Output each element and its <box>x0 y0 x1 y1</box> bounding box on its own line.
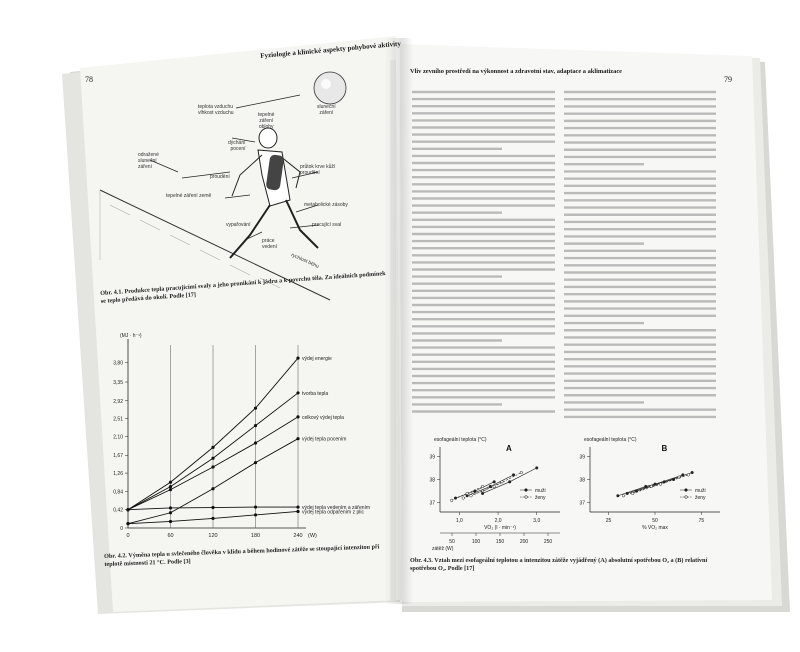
y-tick-label: 3,80 <box>113 360 123 367</box>
label-convection: proudění <box>210 174 230 180</box>
y-tick-label: 38 <box>579 477 585 484</box>
series-label: výdej energie <box>302 356 332 363</box>
label-wind-speed: rychlost běhu <box>290 252 320 270</box>
data-point <box>691 471 694 474</box>
y-tick-label: 0,42 <box>113 507 123 514</box>
running-head-right: Vliv zevního prostředí na výkonnost a zdravotní stav, adaptace a aklimatizace <box>410 68 623 75</box>
y-tick-label: 37 <box>429 500 435 507</box>
y-axis-label: (MJ · h⁻¹) <box>120 333 142 339</box>
x-tick-label: 50 <box>652 518 658 524</box>
legend-label: ženy <box>695 495 706 501</box>
y-tick-label: 39 <box>579 454 585 461</box>
data-point <box>644 485 647 488</box>
label-working-muscle: pracující sval <box>312 222 342 228</box>
label-muscle-work: práce vedení <box>262 238 278 250</box>
data-point <box>617 494 620 497</box>
series-label: výdej tepla vedením a zářením <box>302 505 371 512</box>
x-axis-label: VO₂ (l · min⁻¹) <box>484 525 516 531</box>
legend-label: ženy <box>535 495 546 501</box>
x-axis-label: (W) <box>308 533 317 539</box>
x-tick-label: 60 <box>167 533 174 539</box>
x2-tick-label: 100 <box>471 539 481 545</box>
x2-tick-label: 150 <box>495 539 505 545</box>
y-tick-label: 39 <box>429 454 435 461</box>
y-axis-label: esofageální teplota (°C) <box>434 437 487 443</box>
running-head-left: Fyziologie a klinické aspekty pohybové aktivity <box>260 39 402 60</box>
figure-4-1-caption: Obr. 4.1. Produkce tepla pracujícími svaly a jeho pronikání k jádru a k povrchu těla. Za ideálních podmínek se teplo předává do okolí. Podle [17] <box>100 270 386 305</box>
x2-tick-label: 50 <box>449 539 455 545</box>
x-tick-label: 240 <box>293 533 303 539</box>
y-tick-label: 3,35 <box>113 380 123 387</box>
x-axis-label: % VO₂ max <box>642 525 668 531</box>
y-tick-label: 37 <box>579 500 585 507</box>
label-heat-exchange: tepelné záření oblohy <box>258 112 275 130</box>
page-number-left: 78 <box>85 75 93 84</box>
y-axis-label: esofageální teplota (°C) <box>584 437 637 443</box>
label-metabolic: metabolické zásoby <box>304 202 348 208</box>
label-breathing: dýchání pocení <box>228 140 246 152</box>
panel-title: A <box>506 444 512 453</box>
x-tick-label: 0 <box>126 533 130 539</box>
y-tick-label: 1,26 <box>113 471 123 478</box>
series-label: výdej tepla pocením <box>302 436 347 443</box>
x2-axis-label: zátěž (W) <box>432 546 454 552</box>
panel-title: B <box>661 444 668 453</box>
label-evaporation: vypařování <box>226 222 251 228</box>
label-sun-radiation: sluneční záření <box>317 104 336 116</box>
y-tick-label: 2,10 <box>113 434 123 441</box>
figure-4-2-caption: Obr. 4.2. Výměna tepla u svlečeného člověka v klidu a během hodinové zátěže se stoupající intenzitou při teplotě místnosti 21 °C. Podle [3] <box>104 543 380 568</box>
x2-tick-label: 250 <box>543 539 553 545</box>
y-tick-label: 1,67 <box>113 453 123 460</box>
data-point <box>678 476 681 479</box>
figure-4-3-caption: Obr. 4.3. Vztah mezi esofageální teplotou a intenzitou zátěže vyjádřený (A) absolutní spotřebou O₂ a (B) relativní spotřebou O₂. Podle [17] <box>410 557 708 572</box>
label-ground-radiation: tepelné záření země <box>166 193 212 199</box>
x-tick-label: 1,0 <box>455 518 463 524</box>
series-label: celkový výdej tepla <box>302 414 344 421</box>
label-reflected-sun: odražené sluneční záření <box>138 152 159 170</box>
y-tick-label: 0 <box>120 526 123 532</box>
y-tick-label: 38 <box>429 477 435 484</box>
x2-tick-label: 200 <box>519 539 529 545</box>
y-tick-label: 2,51 <box>113 416 123 423</box>
series-label: výdej tepla odpařením z plic <box>302 509 364 516</box>
series-label: tvorba tepla <box>302 390 329 397</box>
x-tick-label: 75 <box>698 518 705 524</box>
x-tick-label: 180 <box>250 533 261 539</box>
y-tick-label: 0,84 <box>113 489 123 496</box>
data-point <box>631 492 634 495</box>
legend-label: muži <box>695 488 706 494</box>
page-number-right: 79 <box>724 75 732 84</box>
x-tick-label: 120 <box>208 533 218 539</box>
y-tick-label: 2,92 <box>113 398 123 405</box>
x-tick-label: 2,0 <box>494 518 502 524</box>
x-tick-label: 25 <box>605 518 612 524</box>
data-point <box>659 483 662 486</box>
x-tick-label: 3,0 <box>533 518 541 524</box>
data-point <box>622 494 625 497</box>
legend-label: muži <box>535 488 546 494</box>
label-air-temp: teplota vzduchu vlhkost vzduchu <box>198 104 234 116</box>
label-skin-blood: průtok krve kůží proudění <box>300 164 336 176</box>
data-point <box>687 474 690 477</box>
